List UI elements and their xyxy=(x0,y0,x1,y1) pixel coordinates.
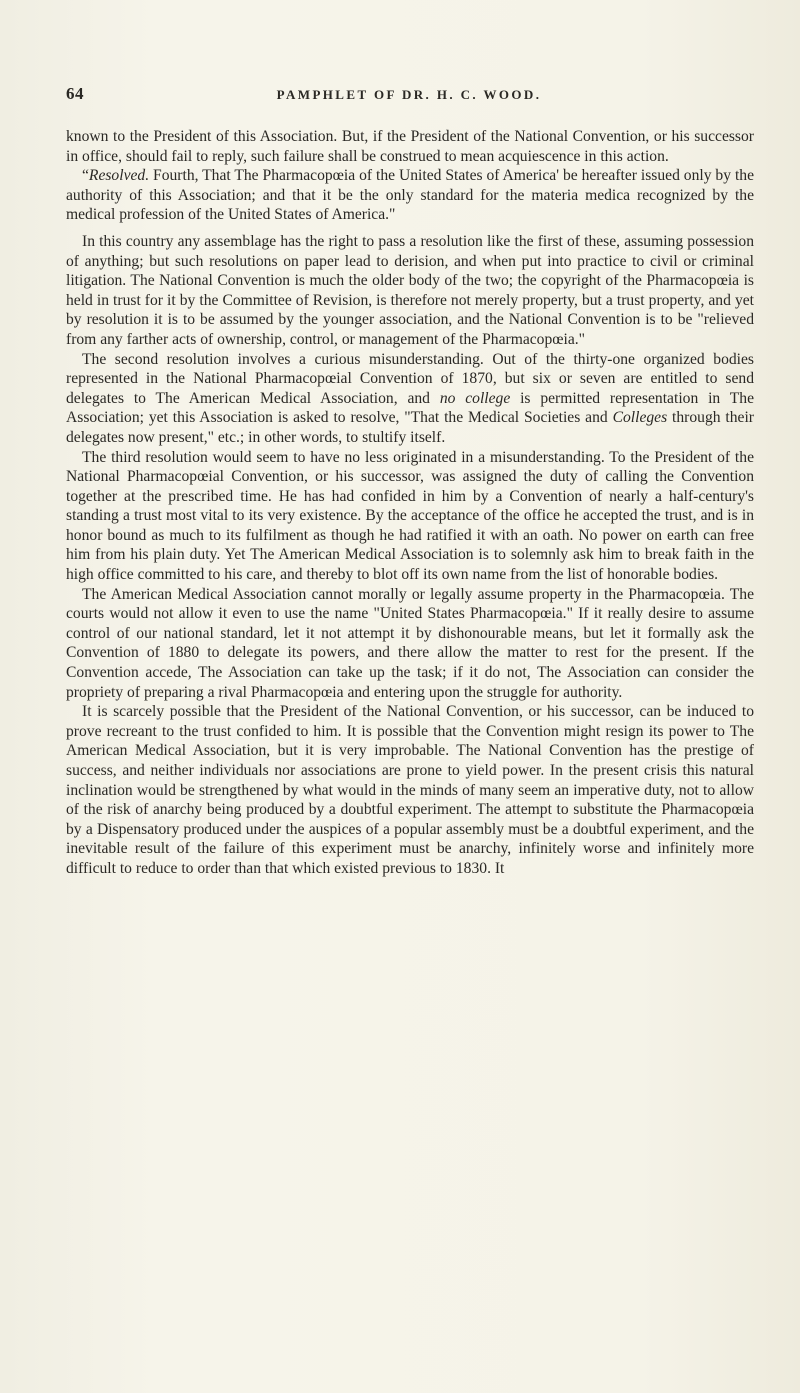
no-college-italic: no college xyxy=(439,389,511,407)
paragraph-4-part-b: is permitted representation in The Association; yet this Association is asked to resolve, "That the Medical Societies and xyxy=(66,389,754,427)
paragraph-3: In this country any assemblage has the right to pass a resolution like the first of these, assuming possession of anything; but such resolutions on paper lead to derision, and when put into practice to civil or criminal litigation. The National Convention is much the older body of the two; the copyright of the Pharmacopœia is held in trust for it by the Committee of Revision, is therefore not merely property, but a trust property, and yet by resolution it is to be assumed by the younger association, and the National Convention is to be "relieved from any farther acts of ownership, control, or management of the Pharmacopœia." xyxy=(66,232,754,348)
paragraph-1: known to the President of this Association. But, if the President of the National Convention, or his successor in office, should fail to reply, such failure shall be construed to mean acquiescence in this action. xyxy=(66,128,754,165)
running-title: PAMPHLET OF DR. H. C. WOOD. xyxy=(276,87,542,102)
paragraph-4 xyxy=(66,350,754,448)
page-number: 64 xyxy=(66,84,84,103)
running-head xyxy=(66,84,752,104)
body-text xyxy=(66,127,754,879)
paragraph-4-part-c: through their delegates now present," etc.; in other words, to stultify itself. xyxy=(66,409,754,446)
colleges-italic: Colleges xyxy=(612,409,668,427)
paragraph-6: The American Medical Association cannot morally or legally assume property in the Pharmacopœia. The courts would not allow it even to use the name "United States Pharmacopœia." If it really desire to assume control of our national standard, let it not attempt it by dishonourable means, but let it formally ask the Convention of 1880 to delegate its powers, and there allow the matter to rest for the present. If the Convention accede, The Association can take up the task; if it do not, The Association can consider the propriety of preparing a rival Pharmacopœia and entering upon the struggle for authority. xyxy=(66,585,754,701)
paragraph-resolution-quote: “Resolved. Fourth, That The Pharmacopœia of the United States of America' be hereafter issued only by the authority of this Association; and that it be the only standard for the materia medica recognized by the medical profession of the United States of America." xyxy=(66,167,754,224)
resolved-word: Resolved. xyxy=(88,167,150,185)
resolution-text: Fourth, That The Pharmacopœia of the United States of America' be hereafter issued only by the authority of this Association; and that it be the only standard for the materia medica recognized by the medical profession of the United States of America." xyxy=(66,167,754,224)
paragraph-7: It is scarcely possible that the President of the National Convention, or his successor, can be induced to prove recreant to the trust confided to him. It is possible that the Convention might resign its power to The American Medical Association, but it is very improbable. The National Convention has the prestige of success, and neither individuals nor associations are prone to yield power. In the present crisis this natural inclination would be strengthened by what would in the minds of many seem an imperative duty, not to allow of the risk of anarchy being produced by a doubtful experiment. The attempt to substitute the Pharmacopœia by a Dispensatory produced under the auspices of a popular assembly must be a doubtful experiment, and the inevitable result of the failure of this experiment must be anarchy, infinitely worse and infinitely more difficult to reduce to order than that which existed previous to 1830. It xyxy=(66,703,754,877)
paragraph-4-part-a: The second resolution involves a curious misunderstanding. Out of the thirty-one organized bodies represented in the National Pharmacopœial Convention of 1870, but six or seven are entitled to send delegates to The American Medical Association, and xyxy=(66,350,754,407)
paragraph-5: The third resolution would seem to have no less originated in a misunderstanding. To the President of the National Pharmacopœial Convention, or his successor, was assigned the duty of calling the Convention together at the prescribed time. He has had confided in him by a Convention of nearly a half-century's standing a trust most vital to its very existence. By the acceptance of the office he accepted the trust, and is in honor bound as much to its fulfilment as though he had ratified it with an oath. No power on earth can free him from his plain duty. Yet The American Medical Association is to solemnly ask him to break faith in the high office committed to his care, and thereby to blot off its own name from the list of honorable bodies. xyxy=(66,448,754,584)
